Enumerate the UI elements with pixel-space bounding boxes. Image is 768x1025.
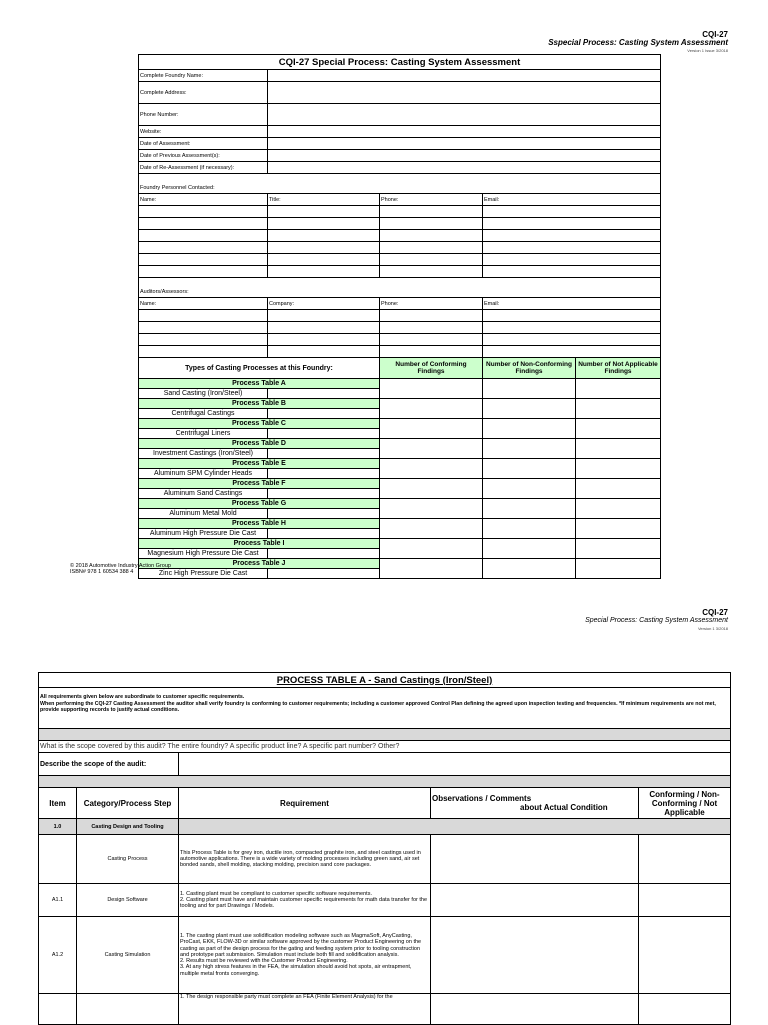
- conforming-count[interactable]: [380, 419, 483, 439]
- conforming-count[interactable]: [380, 519, 483, 539]
- field-label: Phone Number:: [139, 104, 268, 126]
- na-header: Number of Not Applicable Findings: [576, 358, 661, 379]
- row-observations[interactable]: [431, 884, 639, 917]
- process-table-label: Process Table D: [139, 439, 380, 449]
- auditor-cell[interactable]: [139, 346, 268, 358]
- conforming-count[interactable]: [380, 399, 483, 419]
- row-item: A1.1: [39, 884, 77, 917]
- process-table-a: [38, 672, 731, 1025]
- na-count[interactable]: [576, 399, 661, 419]
- assessment-cover-table: [138, 54, 661, 579]
- personnel-cell[interactable]: [139, 266, 268, 278]
- field-input[interactable]: [268, 70, 661, 82]
- process-table-label: Process Table E: [139, 459, 380, 469]
- nonconforming-count[interactable]: [483, 479, 576, 499]
- personnel-cell[interactable]: [139, 218, 268, 230]
- copyright-block: [70, 563, 171, 575]
- na-count[interactable]: [576, 459, 661, 479]
- col-requirement: Requirement: [179, 788, 431, 819]
- process-table-label: Process Table H: [139, 519, 380, 529]
- copyright: © 2018 Automotive Industry Action Group: [70, 563, 171, 569]
- isbn: ISBN# 978 1 60534 388 4: [70, 569, 134, 575]
- row-item: [39, 994, 77, 1025]
- col-phone: Phone:: [380, 194, 483, 206]
- process-cell[interactable]: [268, 389, 380, 399]
- field-input[interactable]: [268, 104, 661, 126]
- nonconforming-count[interactable]: [483, 439, 576, 459]
- page-header: [548, 31, 728, 55]
- process-table-label: Process Table G: [139, 499, 380, 509]
- process-table-label: Process Table C: [139, 419, 380, 429]
- process-cell[interactable]: [268, 469, 380, 479]
- row-category: Design Software: [77, 884, 179, 917]
- nonconforming-count[interactable]: [483, 559, 576, 579]
- section-number: 1.0: [39, 819, 77, 835]
- col-phone: Phone:: [380, 298, 483, 310]
- process-cell[interactable]: [268, 569, 380, 579]
- conforming-count[interactable]: [380, 539, 483, 559]
- col-name: Name:: [139, 194, 268, 206]
- personnel-cell[interactable]: [139, 206, 268, 218]
- field-input[interactable]: [268, 138, 661, 150]
- process-name: Centrifugal Liners: [139, 429, 268, 439]
- process-table-label: Process Table F: [139, 479, 380, 489]
- auditor-cell[interactable]: [139, 322, 268, 334]
- process-name: Aluminum SPM Cylinder Heads: [139, 469, 268, 479]
- row-requirement: This Process Table is for grey iron, ductile iron, compacted graphite iron, and steel castings used in automotive applications. There is a wide variety of molding processes including green sand, air set bonded sands, shell molding, stacking molding, precision sand core packages.: [179, 835, 431, 884]
- row-observations[interactable]: [431, 917, 639, 994]
- scope-question: What is the scope covered by this audit? The entire foundry? A specific product line? A specific part number? Other?: [39, 741, 731, 753]
- auditor-cell[interactable]: [139, 310, 268, 322]
- process-name: Aluminum Metal Mold: [139, 509, 268, 519]
- personnel-label: Foundry Personnel Contacted:: [139, 182, 661, 194]
- row-status[interactable]: [639, 994, 731, 1025]
- process-cell[interactable]: [268, 549, 380, 559]
- conforming-count[interactable]: [380, 439, 483, 459]
- na-count[interactable]: [576, 559, 661, 579]
- process-name: Aluminum High Pressure Die Cast: [139, 529, 268, 539]
- nonconforming-count[interactable]: [483, 519, 576, 539]
- field-label: Date of Previous Assessment(s):: [139, 150, 268, 162]
- row-category: Casting Process: [77, 835, 179, 884]
- table-row: [39, 884, 731, 917]
- process-cell[interactable]: [268, 489, 380, 499]
- nonconforming-header: Number of Non-Conforming Findings: [483, 358, 576, 379]
- col-email: Email:: [483, 298, 661, 310]
- table-row: [39, 835, 731, 884]
- col-item: Item: [39, 788, 77, 819]
- col-observations: Observations / Comments about Actual Condition: [431, 788, 639, 819]
- conforming-count[interactable]: [380, 499, 483, 519]
- conforming-count[interactable]: [380, 459, 483, 479]
- conforming-count[interactable]: [380, 479, 483, 499]
- row-observations[interactable]: [431, 835, 639, 884]
- row-status[interactable]: [639, 884, 731, 917]
- auditors-label: Auditors/Assessors:: [139, 286, 661, 298]
- process-cell[interactable]: [268, 449, 380, 459]
- conforming-header: Number of Conforming Findings: [380, 358, 483, 379]
- process-table-label: Process Table J: [139, 559, 380, 569]
- section-title: Casting Design and Tooling: [77, 819, 179, 835]
- na-count[interactable]: [576, 479, 661, 499]
- process-name: Magnesium High Pressure Die Cast: [139, 549, 268, 559]
- conforming-count[interactable]: [380, 379, 483, 399]
- process-table-label: Process Table B: [139, 399, 380, 409]
- process-cell[interactable]: [268, 509, 380, 519]
- table-row: [39, 917, 731, 994]
- process-table-title: PROCESS TABLE A - Sand Castings (Iron/Steel): [39, 673, 731, 688]
- process-table-label: Process Table A: [139, 379, 380, 389]
- auditor-cell[interactable]: [139, 334, 268, 346]
- field-label: Date of Assessment:: [139, 138, 268, 150]
- doc-code: CQI-27: [702, 30, 728, 39]
- col-status: Conforming / Non-Conforming / Not Applicable: [639, 788, 731, 819]
- col-email: Email:: [483, 194, 661, 206]
- requirements-note: All requirements given below are subordinate to customer specific requirements. When performing the CQI-27 Casting Assessment the auditor shall verify foundry is conforming to customer requirements; including a customer approved Control Plan defining the agreed upon inspection testing and frequencies. *If minimum requirements are not met, provide supporting records to justify actual conditions.: [39, 688, 731, 729]
- row-requirement: 1. The casting plant must use solidification modeling software such as MagmaSoft, AnyCasting, ProCast, EKK, FLOW-3D or similar software approved by the customer Product Engineering on the casting as part of the design process for the gating and feeding system prior to tooling construction and prototype part submission. Simulation must include both fill and solidification analysis. 2. Results must be reviewed with the Customer Product Engineering. 3. At any high stress features in the FEA, the simulation should avoid hot spots, air entrapment, multiple metal fronts converging.: [179, 917, 431, 994]
- process-cell[interactable]: [268, 409, 380, 419]
- na-count[interactable]: [576, 419, 661, 439]
- row-requirement: 1. Casting plant must be compliant to customer specific software requirements. 2. Casting plant must have and maintain customer specific requirements for math data transfer for the tooling and for part Drawings / Models.: [179, 884, 431, 917]
- row-status[interactable]: [639, 835, 731, 884]
- field-label: Website:: [139, 126, 268, 138]
- row-status[interactable]: [639, 917, 731, 994]
- process-cell[interactable]: [268, 429, 380, 439]
- scope-input[interactable]: [179, 753, 731, 776]
- na-count[interactable]: [576, 519, 661, 539]
- process-name: Centrifugal Castings: [139, 409, 268, 419]
- nonconforming-count[interactable]: [483, 379, 576, 399]
- field-label: Complete Foundry Name:: [139, 70, 268, 82]
- col-title: Title:: [268, 194, 380, 206]
- doc-version: Version 1 3/2018: [697, 626, 728, 631]
- col-company: Company:: [268, 298, 380, 310]
- col-category: Category/Process Step: [77, 788, 179, 819]
- doc-version: Version 1 Issue 3/2018: [687, 48, 728, 53]
- na-count[interactable]: [576, 539, 661, 559]
- table-row: [39, 994, 731, 1025]
- assessment-title: CQI-27 Special Process: Casting System Assessment: [139, 55, 661, 70]
- conforming-count[interactable]: [380, 559, 483, 579]
- nonconforming-count[interactable]: [483, 399, 576, 419]
- personnel-cell[interactable]: [139, 230, 268, 242]
- process-cell[interactable]: [268, 529, 380, 539]
- doc-subtitle: Sspecial Process: Casting System Assessment: [548, 38, 728, 47]
- field-input[interactable]: [268, 126, 661, 138]
- process-table-label: Process Table I: [139, 539, 380, 549]
- process-name: Zinc High Pressure Die Cast: [139, 569, 268, 579]
- process-name: Investment Castings (Iron/Steel): [139, 449, 268, 459]
- doc-code: CQI-27: [702, 608, 728, 617]
- nonconforming-count[interactable]: [483, 499, 576, 519]
- nonconforming-count[interactable]: [483, 419, 576, 439]
- col-name: Name:: [139, 298, 268, 310]
- na-count[interactable]: [576, 439, 661, 459]
- personnel-cell[interactable]: [139, 242, 268, 254]
- process-name: Sand Casting (Iron/Steel): [139, 389, 268, 399]
- personnel-cell[interactable]: [139, 254, 268, 266]
- scope-describe-label: Describe the scope of the audit:: [39, 753, 179, 776]
- na-count[interactable]: [576, 379, 661, 399]
- types-header: Types of Casting Processes at this Foundry:: [139, 358, 380, 379]
- na-count[interactable]: [576, 499, 661, 519]
- page-header-2: [585, 609, 728, 633]
- nonconforming-count[interactable]: [483, 539, 576, 559]
- nonconforming-count[interactable]: [483, 459, 576, 479]
- field-input[interactable]: [268, 82, 661, 104]
- field-label: Complete Address:: [139, 82, 268, 104]
- row-category: Casting Simulation: [77, 917, 179, 994]
- row-observations[interactable]: [431, 994, 639, 1025]
- row-item: [39, 835, 77, 884]
- doc-subtitle: Special Process: Casting System Assessment: [585, 617, 728, 624]
- field-input[interactable]: [268, 150, 661, 162]
- field-label: Date of Re-Assessment (if necessary):: [139, 162, 268, 174]
- row-item: A1.2: [39, 917, 77, 994]
- row-category: [77, 994, 179, 1025]
- process-name: Aluminum Sand Castings: [139, 489, 268, 499]
- row-requirement: 1. The design responsible party must complete an FEA (Finite Element Analysis) for the: [179, 994, 431, 1025]
- field-input[interactable]: [268, 162, 661, 174]
